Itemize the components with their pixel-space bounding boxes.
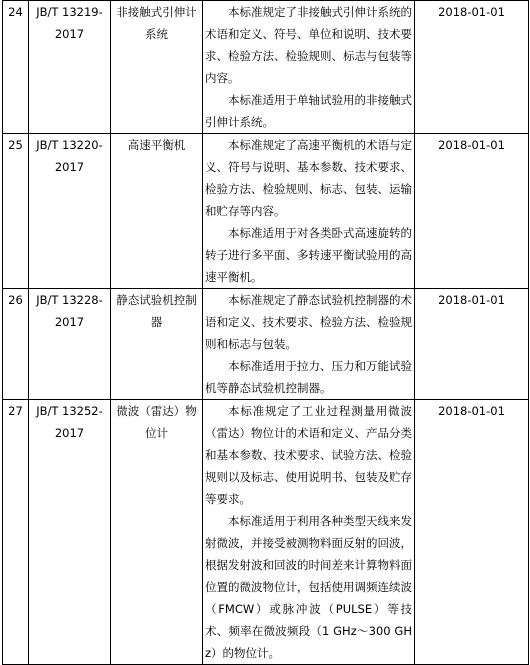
standards-table	[2, 0, 529, 665]
effective-date: 2018-01-01	[415, 134, 529, 289]
standard-description	[203, 289, 415, 400]
row-number: 24	[3, 1, 29, 134]
effective-date: 2018-01-01	[415, 1, 529, 134]
row-number: 26	[3, 289, 29, 400]
standard-code: JB/T 13252-2017	[29, 400, 111, 665]
standard-name: 高速平衡机	[111, 134, 203, 289]
standard-name: 非接触式引伸计系统	[111, 1, 203, 134]
standard-code: JB/T 13219-2017	[29, 1, 111, 134]
description-application: 本标准适用于拉力、压力和万能试验机等静态试验机控制器。	[205, 359, 412, 395]
effective-date: 2018-01-01	[415, 400, 529, 665]
standard-name: 静态试验机控制器	[111, 289, 203, 400]
table-row	[3, 289, 529, 400]
table-row	[3, 134, 529, 289]
row-number: 27	[3, 400, 29, 665]
description-scope: 本标准规定了非接触式引伸计系统的术语和定义、符号、单位和说明、技术要求、检验方法、检验规则、标志与包装等内容。	[205, 5, 412, 85]
effective-date: 2018-01-01	[415, 289, 529, 400]
table-row	[3, 1, 529, 134]
row-number: 25	[3, 134, 29, 289]
description-scope: 本标准规定了静态试验机控制器的术语和定义、技术要求、检验方法、检验规则和标志与包装。	[205, 293, 412, 351]
description-application: 本标准适用于利用各种类型天线来发射微波，并接受被测物料面反射的回波，根据发射波和回波的时间差来计算物料面位置的微波物位计，包括使用调频连续波（FMCW）或脉冲波（PULSE）等技术、频率在微波频段（1 GHz～300 GHz）的物位计。	[205, 514, 412, 660]
standard-description	[203, 400, 415, 665]
standard-name: 微波（雷达）物位计	[111, 400, 203, 665]
standard-description	[203, 134, 415, 289]
description-application: 本标准适用于单轴试验用的非接触式引伸计系统。	[205, 93, 412, 129]
standard-description	[203, 1, 415, 134]
standard-code: JB/T 13220-2017	[29, 134, 111, 289]
description-scope: 本标准规定了工业过程测量用微波（雷达）物位计的术语和定义、产品分类和基本参数、技术要求、试验方法、检验规则以及标志、使用说明书、包装及贮存等要求。	[205, 404, 412, 506]
standard-code: JB/T 13228-2017	[29, 289, 111, 400]
description-application: 本标准适用于对各类卧式高速旋转的转子进行多平面、多转速平衡试验用的高速平衡机。	[205, 226, 412, 284]
description-scope: 本标准规定了高速平衡机的术语与定义、符号与说明、基本参数、技术要求、检验方法、检验规则、标志、包装、运输和贮存等内容。	[205, 138, 412, 218]
table-row	[3, 400, 529, 665]
